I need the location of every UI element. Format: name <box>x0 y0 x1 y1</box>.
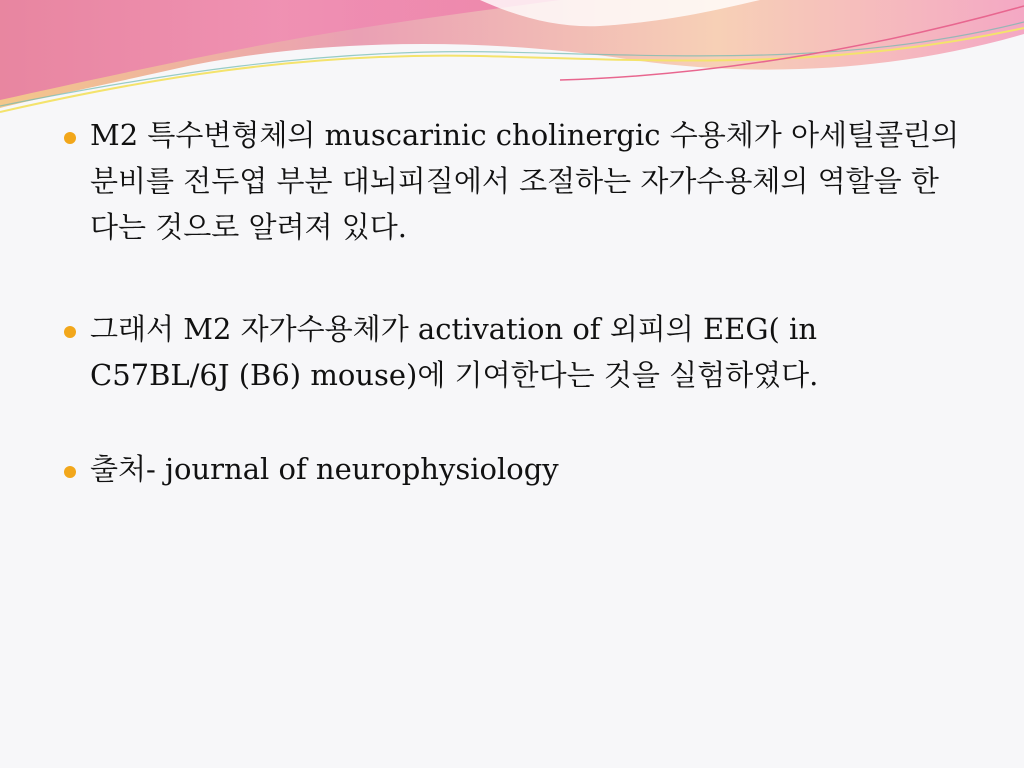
bullet-item <box>62 306 962 398</box>
bullet-item <box>62 446 962 492</box>
bullet-dot-icon <box>64 466 76 478</box>
bullet-text: 그래서 M2 자가수용체가 activation of 외피의 EEG( in C57BL/6J (B6) mouse)에 기여한다는 것을 실험하였다. <box>90 312 819 392</box>
bullet-text: 출처- journal of neurophysiology <box>90 452 559 486</box>
bullet-dot-icon <box>64 132 76 144</box>
bullet-dot-icon <box>64 326 76 338</box>
bullet-list <box>62 112 962 492</box>
bullet-text: M2 특수변형체의 muscarinic cholinergic 수용체가 아세틸콜린의 분비를 전두엽 부분 대뇌피질에서 조절하는 자가수용체의 역할을 한다는 것으로 알려져 있다. <box>90 118 960 244</box>
bullet-item <box>62 112 962 250</box>
